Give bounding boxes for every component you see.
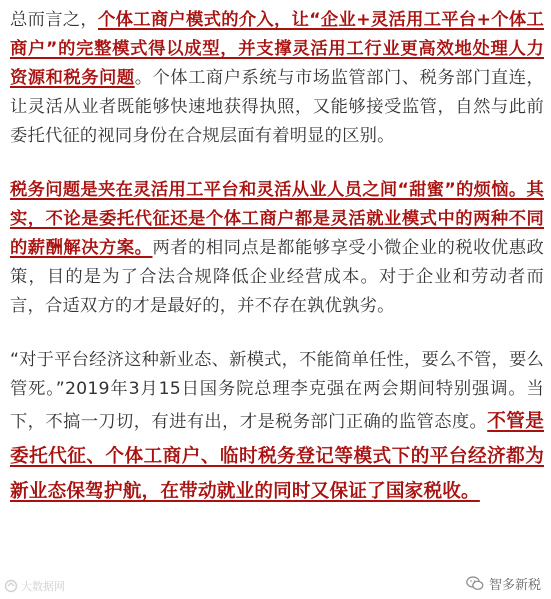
- paragraph-2: [10, 176, 544, 321]
- article-body: [10, 6, 544, 509]
- paragraph-1: [10, 6, 544, 151]
- watermark-right: [466, 574, 541, 593]
- watermark-left-text: 大数据网: [21, 580, 65, 593]
- text-segment: 。个体工商户系统与市场监管部门、税务部门直连，让灵活从业者既能够快速地获得执照，又能够接受监管，自然与此前委托代征的视同身份在合规层面有着明显的区别。: [10, 68, 544, 146]
- watermark-left: [4, 578, 65, 594]
- highlighted-text: 不管是委托代征、个体工商户、临时税务登记等模式下的平台经济都为新业态保驾护航，在带动就业的同时又保证了国家税收。: [10, 411, 544, 502]
- text-segment: “对于平台经济这种新业态、新模式，不能简单任性，要么不管，要么管死。”2019年3月15日国务院总理李克强在两会期间特别强调。当下，不搞一刀切，有进有出，才是税务部门正确的监管态度。: [10, 350, 544, 432]
- watermark-right-text: 智多新税: [488, 578, 541, 593]
- paragraph-3: [10, 346, 544, 509]
- footer-watermarks: [0, 571, 551, 599]
- watermark-logo-icon: [4, 579, 18, 593]
- highlighted-text: 税务问题是夹在灵活用工平台和灵活从业人员之间“甜蜜”的烦恼。其实，不论是委托代征还是个体工商户都是灵活就业模式中的两种不同的薪酬解决方案。: [10, 180, 544, 258]
- highlighted-text: 个体工商户模式的介入，让“企业+灵活用工平台+个体工商户”的完整模式得以成型，并支撑灵活用工行业更高效地处理人力资源和税务问题: [10, 10, 544, 88]
- text-segment: 两者的相同点是都能够享受小微企业的税收优惠政策，目的是为了合法合规降低企业经营成本。对于企业和劳动者而言，合适双方的才是最好的，并不存在孰优孰劣。: [10, 238, 544, 316]
- wechat-icon: [466, 576, 484, 591]
- text-segment: 总而言之，: [10, 10, 99, 30]
